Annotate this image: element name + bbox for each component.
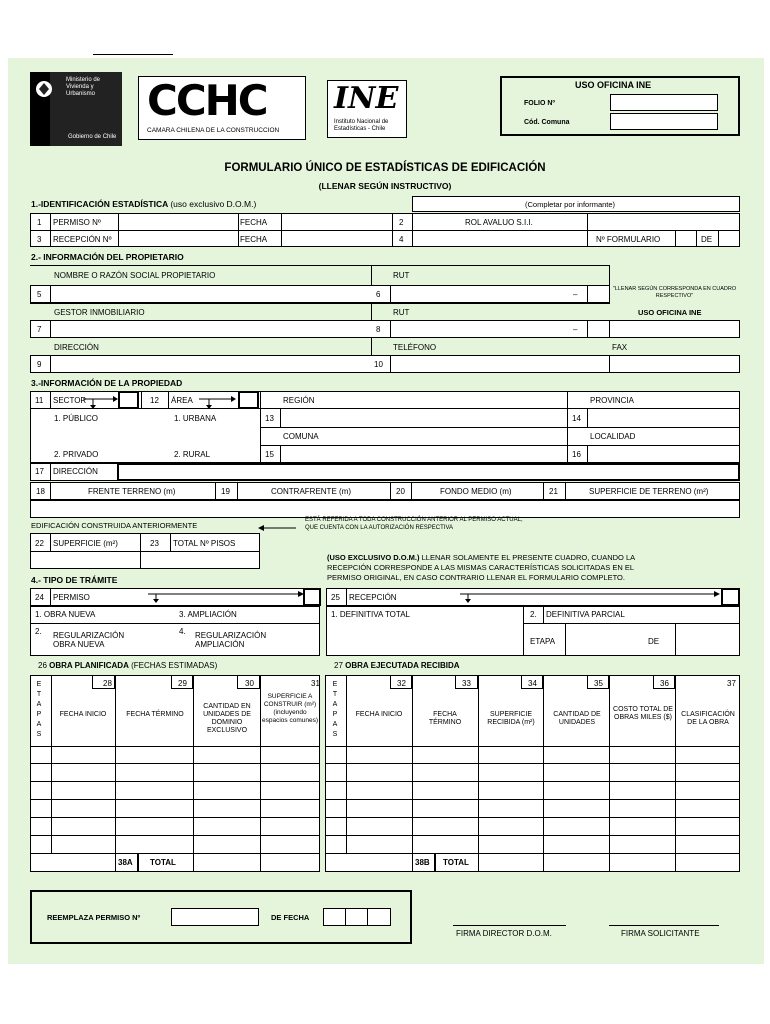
- col-37-number: 37: [727, 679, 736, 688]
- ine-logo-text: INE: [334, 81, 399, 116]
- col-30-number: 30: [245, 679, 254, 688]
- prior-surface-label: SUPERFICIE (m²): [53, 539, 118, 548]
- field-3-number: 3: [37, 235, 42, 244]
- total-units-input[interactable]: [544, 854, 609, 871]
- agent-input[interactable]: [51, 321, 371, 337]
- form-subtitle: (LLENAR SEGÚN INSTRUCTIVO): [318, 181, 452, 191]
- planned-work-note: (FECHAS ESTIMADAS): [131, 661, 218, 670]
- permit-date-label: FECHA: [240, 218, 268, 227]
- col-32-number: 32: [397, 679, 406, 688]
- option-final-partial-number: 2.: [530, 610, 537, 619]
- section-2-title: 2.- INFORMACIÓN DEL PROPIETARIO: [31, 252, 184, 262]
- ine-line-2: Estadísticas - Chile: [334, 126, 386, 132]
- front-label: FRENTE TERRENO (m): [88, 487, 176, 496]
- field-4-number: 4: [399, 235, 404, 244]
- agent-rut-label: RUT: [393, 308, 410, 317]
- counter-front-input[interactable]: [216, 501, 390, 517]
- planned-work-label: OBRA PLANIFICADA: [49, 661, 129, 670]
- executed-etapas-e: E: [332, 681, 338, 688]
- comuna-label: COMUNA: [283, 432, 319, 441]
- replaces-permit-label: REEMPLAZA PERMISO Nº: [47, 913, 141, 922]
- cchc-logo: [138, 76, 306, 140]
- property-address-label: DIRECCIÓN: [53, 467, 98, 476]
- region-input[interactable]: [281, 409, 566, 426]
- prior-surface-input[interactable]: [31, 552, 140, 568]
- dom-note-line-2: RECEPCIÓN CORRESPONDE A LAS MISMAS CARACTERÍSTICAS SOLICITADAS EN EL: [327, 563, 635, 572]
- top-rule: [93, 54, 173, 55]
- executed-etapas-a1: A: [332, 701, 338, 708]
- counter-front-label: CONTRAFRENTE (m): [271, 487, 351, 496]
- total-surface-build-input[interactable]: [261, 854, 319, 871]
- fax-input[interactable]: [610, 356, 739, 372]
- fax-label: FAX: [612, 343, 628, 352]
- gov-label: Gobierno de Chile: [68, 134, 117, 140]
- planned-etapas-p: P: [36, 711, 42, 718]
- surface-received-label: SUPERFICIE RECIBIDA (m²): [487, 711, 535, 726]
- total-surface-received-input[interactable]: [479, 854, 543, 871]
- cchc-name: CAMARA CHILENA DE LA CONSTRUCCION: [147, 127, 280, 134]
- col-33-number: 33: [462, 679, 471, 688]
- informant-note: (Completar por informante): [525, 200, 616, 209]
- cchc-logo-text: CCHC: [147, 76, 267, 125]
- reception-date-label: FECHA: [240, 235, 268, 244]
- executed-work-title: [334, 661, 460, 670]
- replaces-date-label: DE FECHA: [271, 913, 310, 922]
- field-19-number: 19: [221, 487, 230, 496]
- executed-start-label: FECHA INICIO: [355, 711, 403, 718]
- total-38b-label: TOTAL: [443, 858, 469, 867]
- office-use-label: USO OFICINA INE: [638, 308, 702, 317]
- stage-of-label: DE: [648, 637, 660, 646]
- reception-number-label: RECEPCIÓN Nº: [53, 235, 112, 244]
- executed-etapas-letters: [330, 680, 340, 740]
- folio-label: FOLIO Nº: [524, 100, 555, 107]
- front-input[interactable]: [31, 501, 215, 517]
- comuna-code-label: Cód. Comuna: [524, 119, 570, 126]
- ine-logo: [327, 80, 407, 138]
- executed-etapas-s: S: [332, 731, 338, 738]
- locality-input[interactable]: [588, 446, 739, 462]
- executed-table: [325, 675, 740, 872]
- col-31-number: 31: [311, 679, 320, 688]
- sector-label: SECTOR: [53, 396, 87, 405]
- rol-avaluo-label: ROL AVALUO S.I.I.: [465, 218, 533, 227]
- form-total-input[interactable]: [719, 231, 739, 246]
- total-38b-number: 38B: [415, 858, 430, 867]
- owner-rut-label: RUT: [393, 271, 410, 280]
- field-7-number: 7: [37, 325, 42, 334]
- planned-etapas-e: E: [36, 681, 42, 688]
- reception-date-input[interactable]: [282, 231, 391, 246]
- option-extension[interactable]: 3. AMPLIACIÓN: [179, 610, 237, 619]
- col-28-number: 28: [103, 679, 112, 688]
- field-12-number: 12: [150, 396, 159, 405]
- owner-label: NOMBRE O RAZÓN SOCIAL PROPIETARIO: [54, 271, 216, 280]
- total-38a-label: TOTAL: [150, 858, 176, 867]
- fill-note: "LLENAR SEGÚN CORRESPONDA EN CUADRO RESPECTIVO": [612, 286, 737, 299]
- prior-arrow-icon: [258, 520, 298, 538]
- applicant-signature-label: FIRMA SOLICITANTE: [621, 929, 700, 938]
- region-label: REGIÓN: [283, 396, 315, 405]
- field-21-number: 21: [549, 487, 558, 496]
- applicant-signature-line[interactable]: [609, 925, 719, 926]
- form-of-label: DE: [701, 235, 713, 244]
- executed-end-label: FECHA TÉRMINO: [428, 711, 462, 726]
- section-4-title: 4.- TIPO DE TRÁMITE: [31, 575, 118, 585]
- dom-note-line-1-text: LLENAR SOLAMENTE EL PRESENTE CUADRO, CUANDO LA: [421, 553, 636, 562]
- option-reg-ext-a[interactable]: REGULARIZACIÓN: [195, 631, 267, 640]
- stage-label: ETAPA: [530, 637, 556, 646]
- stage-total-input[interactable]: [676, 624, 739, 655]
- dom-note-bold: (USO EXCLUSIVO D.O.M.): [327, 553, 420, 562]
- permit-type-label: PERMISO: [53, 593, 90, 602]
- classification-label: CLASIFICACIÓN DE LA OBRA: [681, 711, 735, 726]
- planned-work-title: [38, 661, 217, 670]
- executed-etapas-a2: A: [332, 721, 338, 728]
- owner-rut-dash: –: [573, 290, 578, 299]
- field-11-number: 11: [35, 396, 44, 405]
- field-2-number: 2: [399, 218, 404, 227]
- comuna-code-input[interactable]: [610, 113, 718, 130]
- col-34-number: 34: [528, 679, 537, 688]
- field-24-number: 24: [35, 593, 44, 602]
- col-29-number: 29: [178, 679, 187, 688]
- section-1-note: (uso exclusivo D.O.M.): [170, 199, 257, 209]
- field-5-number: 5: [37, 290, 42, 299]
- executed-etapas-t: T: [332, 691, 338, 698]
- section-1-title: [31, 199, 256, 209]
- field-20-number: 20: [396, 487, 405, 496]
- units-label: CANTIDAD DE UNIDADES: [553, 711, 601, 726]
- agent-label: GESTOR INMOBILIARIO: [54, 308, 145, 317]
- field-22-number: 22: [35, 539, 44, 548]
- sector-private-option: 2. PRIVADO: [54, 450, 99, 459]
- sector-public-option: 1. PÚBLICO: [54, 414, 99, 423]
- agent-rut-dash: –: [573, 325, 578, 334]
- option-reg-ext-b[interactable]: AMPLIACIÓN: [195, 640, 245, 649]
- option-reg-new-number: 2.: [35, 627, 42, 636]
- ine-line-1: Instituto Nacional de: [334, 119, 389, 125]
- planned-etapas-t: T: [36, 691, 42, 698]
- option-reg-new-b[interactable]: OBRA NUEVA: [53, 640, 105, 649]
- form-number-input[interactable]: [676, 231, 696, 246]
- land-surface-label: SUPERFICIE DE TERRENO (m²): [589, 487, 709, 496]
- field-27-number: 27: [334, 661, 343, 670]
- option-final-partial[interactable]: DEFINITIVA PARCIAL: [546, 610, 625, 619]
- permit-number-label: PERMISO Nº: [53, 218, 101, 227]
- phone-input[interactable]: [391, 356, 608, 372]
- replaces-permit-input[interactable]: [171, 908, 259, 926]
- field-25-number: 25: [331, 593, 340, 602]
- area-input[interactable]: [238, 391, 259, 409]
- reception-number-input[interactable]: [119, 231, 237, 246]
- field-17-number: 17: [35, 467, 44, 476]
- dom-note-line-3: PERMISO ORIGINAL, EN CASO CONTRARIO LLENAR EL FORMULARIO COMPLETO.: [327, 573, 625, 582]
- land-surface-input[interactable]: [544, 501, 739, 517]
- field-13-number: 13: [265, 414, 274, 423]
- area-rural-option: 2. RURAL: [174, 450, 211, 459]
- ministry-line-1: Ministerio de: [66, 77, 101, 83]
- permit-type-input[interactable]: [303, 588, 321, 606]
- field-16-number: 16: [572, 450, 581, 459]
- total-cost-label: COSTO TOTAL DE OBRAS MILES ($): [613, 706, 673, 721]
- planned-etapas-letters: [34, 680, 44, 740]
- permit-number-input[interactable]: [119, 214, 237, 229]
- area-label: ÁREA: [171, 396, 193, 405]
- folio-input[interactable]: [610, 94, 718, 111]
- section-1-title-text: 1.-IDENTIFICACIÓN ESTADÍSTICA: [31, 199, 168, 209]
- address-input[interactable]: [51, 356, 371, 372]
- stage-input[interactable]: [566, 624, 645, 655]
- prior-construction-label: EDIFICACIÓN CONSTRUIDA ANTERIORMENTE: [31, 521, 198, 530]
- ministry-logo: [30, 72, 122, 146]
- units-dom-label: CANTIDAD EN UNIDADES DE DOMINIO EXCLUSIVO: [203, 703, 251, 734]
- replaces-date-month-input[interactable]: [345, 908, 368, 926]
- replaces-date-day-input[interactable]: [323, 908, 346, 926]
- province-label: PROVINCIA: [590, 396, 635, 405]
- field-9-number: 9: [37, 360, 42, 369]
- depth-label: FONDO MEDIO (m): [440, 487, 512, 496]
- form-title: FORMULARIO ÚNICO DE ESTADÍSTICAS DE EDIFICACIÓN: [224, 162, 546, 174]
- total-cost-input[interactable]: [610, 854, 675, 871]
- field-10-number: 10: [374, 360, 383, 369]
- option-reg-ext-number: 4.: [179, 627, 186, 636]
- field-14-number: 14: [572, 414, 581, 423]
- permit-date-input[interactable]: [282, 214, 391, 229]
- planned-end-label: FECHA TÉRMINO: [126, 711, 184, 718]
- sector-input[interactable]: [118, 391, 139, 409]
- office-use-title: USO OFICINA INE: [575, 80, 652, 90]
- field-8-number: 8: [376, 325, 381, 334]
- executed-etapas-p: P: [332, 711, 338, 718]
- col-36-number: 36: [660, 679, 669, 688]
- prior-note-1: ESTÁ REFERIDA A TODA CONSTRUCCIÓN ANTERIOR AL PERMISO ACTUAL,: [305, 517, 523, 523]
- ministry-line-2: Vivienda y: [66, 84, 94, 90]
- form-number-label: Nº FORMULARIO: [596, 235, 661, 244]
- field-23-number: 23: [150, 539, 159, 548]
- prior-floors-label: TOTAL Nº PISOS: [173, 539, 236, 548]
- ministry-line-3: Urbanismo: [66, 91, 96, 97]
- dom-signature-line[interactable]: [453, 925, 566, 926]
- rol-avaluo-input[interactable]: [588, 214, 739, 229]
- reception-type-label: RECEPCIÓN: [349, 593, 397, 602]
- field-26-number: 26: [38, 661, 47, 670]
- option-final-total[interactable]: 1. DEFINITIVA TOTAL: [331, 610, 410, 619]
- owner-rut-input[interactable]: [391, 286, 561, 302]
- reception-type-input[interactable]: [721, 588, 740, 606]
- surface-build-label: SUPERFICIE A CONSTRUIR (m²) (incluyendo espacios comunes): [262, 693, 318, 724]
- dom-signature-label: FIRMA DIRECTOR D.O.M.: [456, 929, 552, 938]
- total-units-dom-input[interactable]: [194, 854, 260, 871]
- executed-work-label: OBRA EJECUTADA RECIBIDA: [345, 661, 460, 670]
- field-1-number: 1: [37, 218, 42, 227]
- phone-label: TELÉFONO: [393, 343, 437, 352]
- prior-note-2: QUE CUENTA CON LA AUTORIZACIÓN RESPECTIVA: [305, 525, 454, 531]
- comuna-input[interactable]: [281, 446, 566, 462]
- col-35-number: 35: [594, 679, 603, 688]
- depth-input[interactable]: [391, 501, 543, 517]
- locality-label: LOCALIDAD: [590, 432, 636, 441]
- planned-etapas-s: S: [36, 731, 42, 738]
- field-6-number: 6: [376, 290, 381, 299]
- coat-of-arms-icon: [33, 78, 55, 100]
- field-15-number: 15: [265, 450, 274, 459]
- property-address-input[interactable]: [117, 463, 740, 481]
- owner-rut-dv-input[interactable]: [588, 286, 609, 302]
- province-input[interactable]: [588, 409, 739, 426]
- option-new-work[interactable]: 1. OBRA NUEVA: [35, 610, 96, 619]
- total-38a-number: 38A: [118, 858, 133, 867]
- agent-rut-input[interactable]: [391, 321, 561, 337]
- owner-input[interactable]: [51, 286, 371, 302]
- option-reg-new-a[interactable]: REGULARIZACIÓN: [53, 631, 125, 640]
- field-18-number: 18: [36, 487, 45, 496]
- planned-etapas-a2: A: [36, 721, 42, 728]
- planned-etapas-a1: A: [36, 701, 42, 708]
- area-urban-option: 1. URBANA: [174, 414, 217, 423]
- section-3-title: 3.-INFORMACIÓN DE LA PROPIEDAD: [31, 378, 183, 388]
- address-label: DIRECCIÓN: [54, 343, 99, 352]
- replaces-date-year-input[interactable]: [367, 908, 391, 926]
- office-use-input[interactable]: [610, 321, 739, 337]
- dom-note-line-1: [327, 553, 635, 562]
- planned-start-label: FECHA INICIO: [59, 711, 107, 718]
- prior-floors-input[interactable]: [141, 552, 259, 568]
